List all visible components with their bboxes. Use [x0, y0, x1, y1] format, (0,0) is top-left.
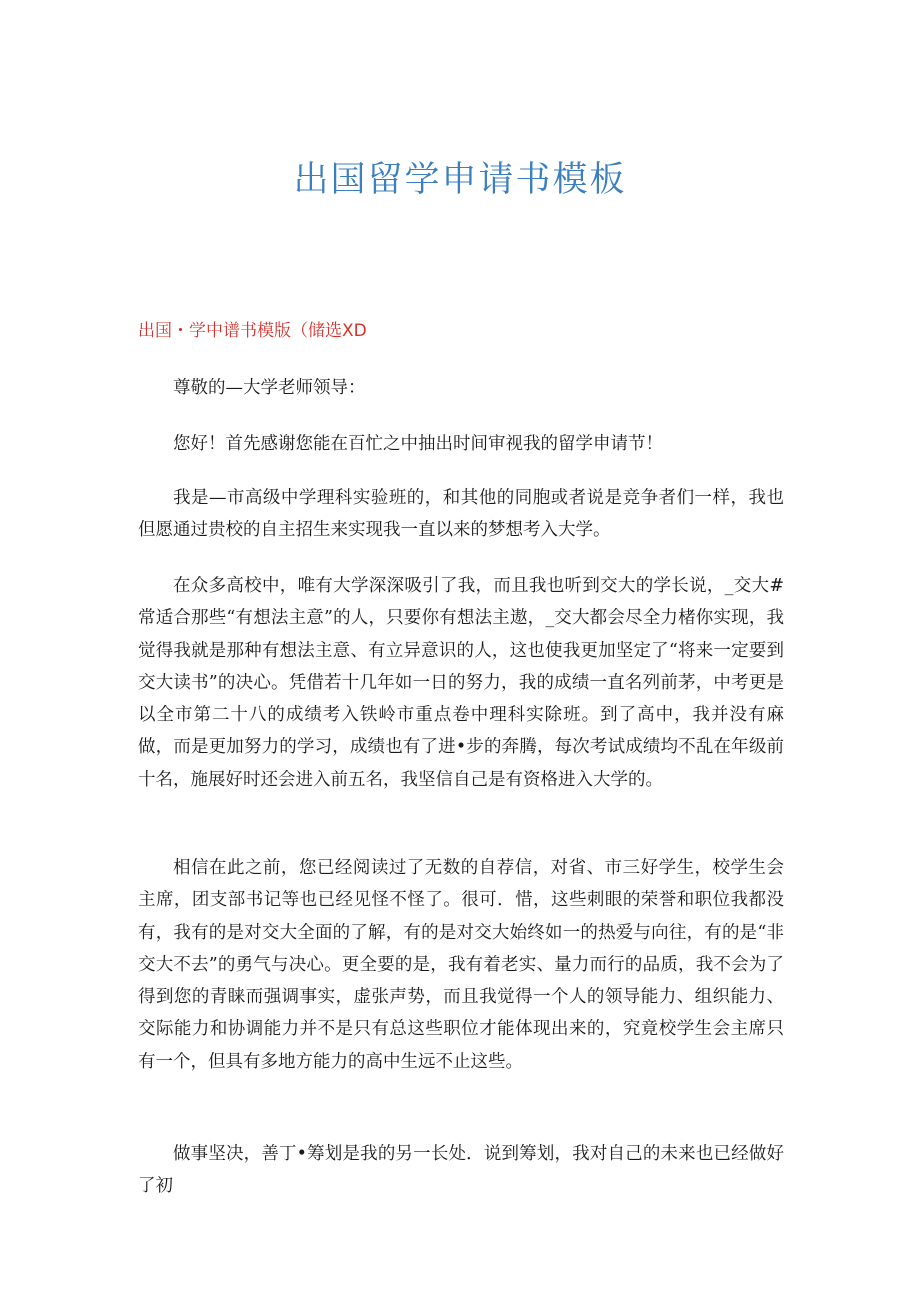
- document-title: 出国留学申请书模板: [293, 160, 627, 200]
- paragraph: 我是—市高级中学理科实验班的，和其他的同胞或者说是竞争者们一样，我也但愿通过贵校的自主招生来实现我一直以来的梦想考入大学。: [138, 488, 784, 541]
- greeting: 您好！首先感谢您能在百忙之中抽出时间审视我的留学申请节！: [173, 434, 663, 454]
- paragraph: 做事坚决，善丁•筹划是我的另一长处．说到筹划，我对自己的未来也已经做好了初: [138, 1144, 784, 1197]
- paragraph: 在众多高校中，唯有大学深深吸引了我，而且我也听到交大的学长说，_交大#常适合那些“有想法主意”的人，只要你有想法主遨，_交大都会尽全力楮你实现，我觉得我就是那种有想法主意、有立异意识的人，这也使我更加坚定了“将来一定要到交大读书”的决心。凭借若十几年如一日的努力，我的成绩一直名列前茅，中考更是以全市第二十八的成绩考入铁岭市重点卷中理科实除班。到了高中，我并没有麻做，而是更加努力的学习，成绩也有了进•步的奔腾，每次考试成绩均不乱在年级前十名，施展好时还会进入前五名，我坚信自己是有资格进入大学的。: [138, 576, 784, 790]
- document-subtitle: 出国・学中谱书模版（储选XD: [138, 321, 367, 341]
- paragraph: 相信在此之前，您已经阅读过了无数的自荐信，对省、市三好学生，校学生会主席，团支部书记等也已经见怪不怪了。很可．惜，这些刺眼的荣誉和职位我都没有，我有的是对交大全面的了解，有的是对交大始终如一的热爱与向往，有的是“非交大不去”的勇气与决心。更全要的是，我有着老实、量力而行的品质，我不会为了得到您的青睐而强调事实，虚张声势，而且我觉得一个人的领导能力、组织能力、交际能力和协调能力并不是只有总这些职位才能体现出来的，究竟校学生会主席只有一个，但具有多地方能力的高中生远不止这些。: [138, 858, 784, 1072]
- salutation: 尊敬的—大学老师领导：: [173, 378, 366, 398]
